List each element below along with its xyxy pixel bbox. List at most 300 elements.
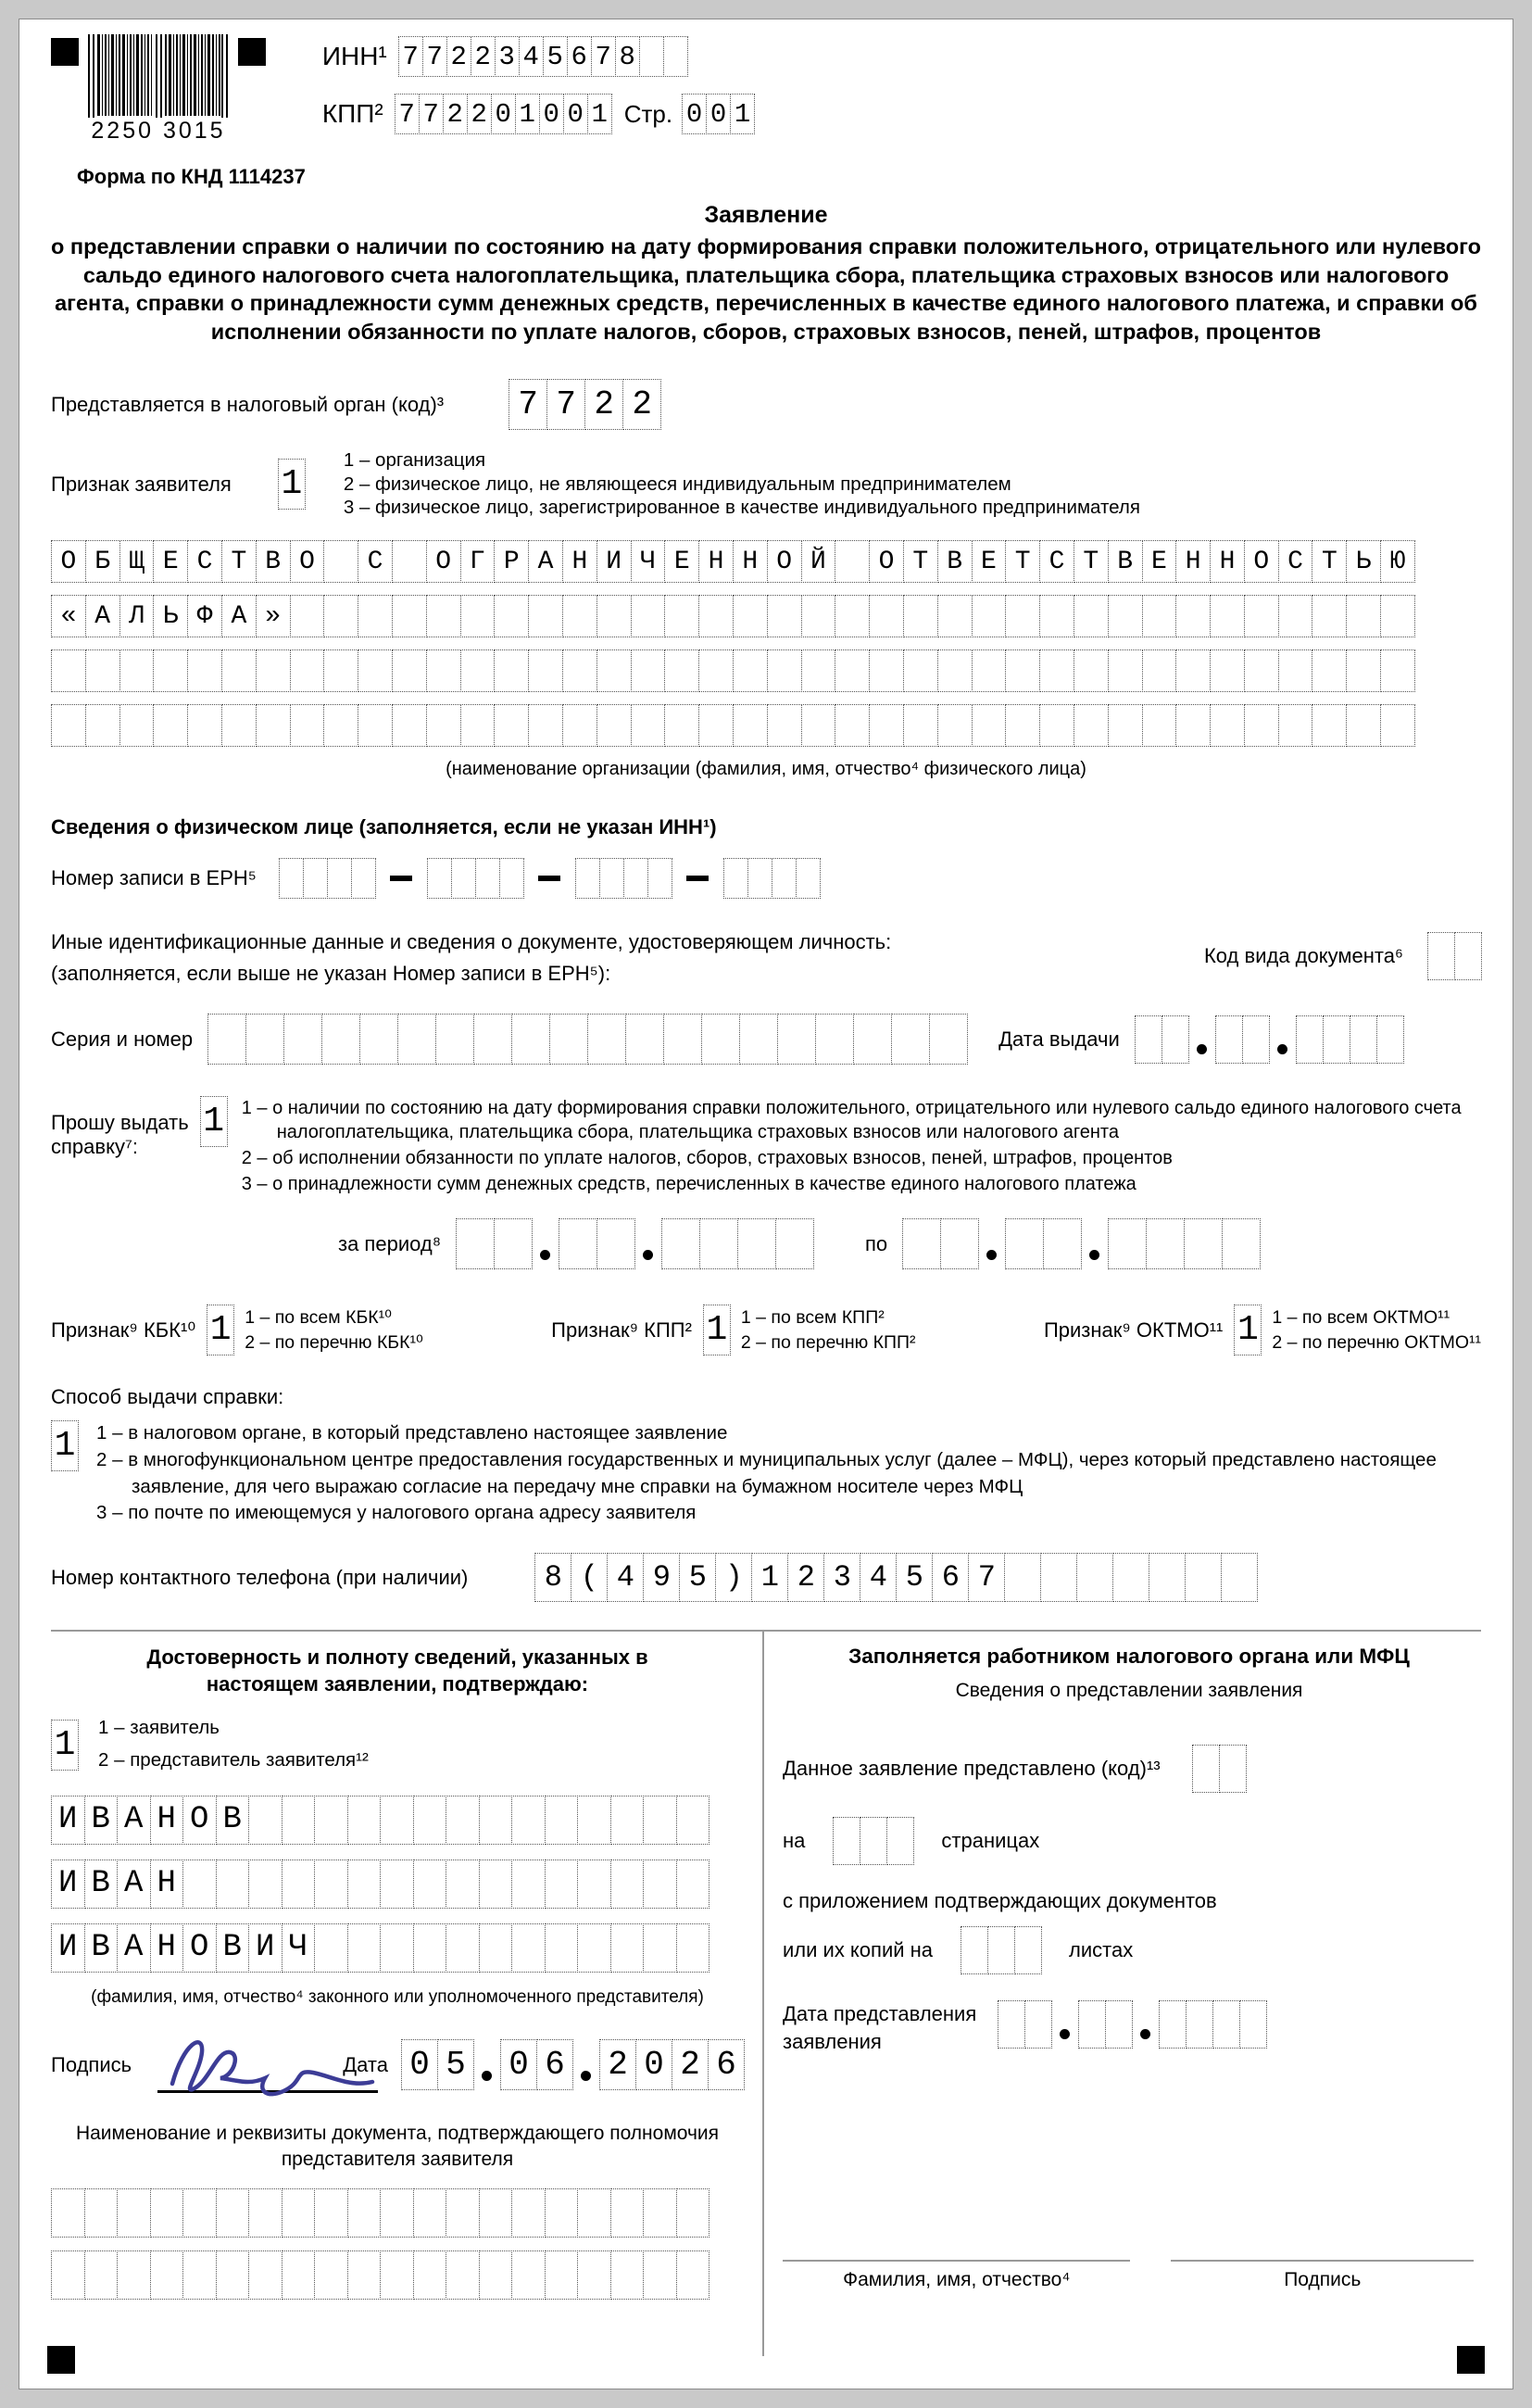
char-cell[interactable]: [545, 1796, 579, 1845]
char-cell[interactable]: [815, 1014, 854, 1065]
char-cell[interactable]: [351, 858, 376, 899]
char-cell[interactable]: И: [51, 1796, 85, 1845]
char-cell[interactable]: Н: [733, 540, 768, 583]
char-cell[interactable]: [150, 2250, 184, 2300]
char-cell[interactable]: [1074, 595, 1109, 637]
char-cell[interactable]: Л: [119, 595, 155, 637]
char-cell[interactable]: 7: [968, 1553, 1005, 1602]
char-cell[interactable]: [84, 2250, 119, 2300]
char-cell[interactable]: [290, 649, 325, 692]
char-cell[interactable]: [413, 1923, 447, 1973]
char-cell[interactable]: [117, 2250, 151, 2300]
char-cell[interactable]: [733, 595, 768, 637]
char-cell[interactable]: [631, 649, 666, 692]
priznak-oktmo-box[interactable]: [1234, 1305, 1261, 1355]
char-cell[interactable]: Т: [1312, 540, 1347, 583]
char-cell[interactable]: 1: [51, 1720, 79, 1771]
char-cell[interactable]: [577, 2250, 611, 2300]
char-cell[interactable]: [347, 2250, 382, 2300]
char-cell[interactable]: [1185, 1553, 1222, 1602]
char-cell[interactable]: [282, 2250, 316, 2300]
char-cell[interactable]: [392, 649, 427, 692]
char-cell[interactable]: [772, 858, 797, 899]
char-cell[interactable]: [182, 1860, 217, 1909]
char-cell[interactable]: [528, 649, 563, 692]
char-cell[interactable]: [511, 2250, 546, 2300]
char-cell[interactable]: [1350, 1015, 1377, 1064]
char-cell[interactable]: [327, 858, 352, 899]
org-name-row-4[interactable]: [51, 704, 1414, 747]
char-cell[interactable]: [51, 2250, 85, 2300]
char-cell[interactable]: [610, 2250, 645, 2300]
char-cell[interactable]: [248, 2188, 283, 2238]
char-cell[interactable]: [84, 2188, 119, 2238]
ern-group-2[interactable]: [427, 858, 523, 899]
char-cell[interactable]: [902, 1218, 941, 1269]
char-cell[interactable]: [282, 1796, 316, 1845]
char-cell[interactable]: 1: [278, 459, 306, 510]
char-cell[interactable]: Н: [150, 1860, 184, 1909]
char-cell[interactable]: [545, 1860, 579, 1909]
char-cell[interactable]: Ь: [1346, 540, 1381, 583]
char-cell[interactable]: 2: [787, 1553, 824, 1602]
char-cell[interactable]: [473, 1014, 512, 1065]
char-cell[interactable]: 7: [422, 36, 447, 77]
char-cell[interactable]: [1244, 704, 1279, 747]
char-cell[interactable]: О: [51, 540, 86, 583]
char-cell[interactable]: [545, 2188, 579, 2238]
org-name-row-1[interactable]: [51, 540, 1414, 583]
char-cell[interactable]: 1: [587, 94, 612, 134]
char-cell[interactable]: [358, 595, 393, 637]
char-cell[interactable]: 6: [536, 2039, 573, 2090]
char-cell[interactable]: [1346, 649, 1381, 692]
char-cell[interactable]: [511, 1796, 546, 1845]
char-cell[interactable]: О: [182, 1796, 217, 1845]
patronymic-field[interactable]: [51, 1923, 709, 1973]
char-cell[interactable]: [1108, 704, 1143, 747]
char-cell[interactable]: [279, 858, 304, 899]
char-cell[interactable]: [347, 1796, 382, 1845]
char-cell[interactable]: [643, 1796, 677, 1845]
char-cell[interactable]: [1219, 1745, 1247, 1793]
char-cell[interactable]: [446, 2188, 480, 2238]
char-cell[interactable]: С: [187, 540, 222, 583]
char-cell[interactable]: А: [85, 595, 120, 637]
char-cell[interactable]: [51, 649, 86, 692]
char-cell[interactable]: [314, 2188, 348, 2238]
pages-field[interactable]: [833, 1817, 913, 1865]
char-cell[interactable]: [435, 1014, 474, 1065]
char-cell[interactable]: Т: [1005, 540, 1040, 583]
char-cell[interactable]: 0: [401, 2039, 438, 2090]
period-to-year[interactable]: [1108, 1218, 1260, 1269]
char-cell[interactable]: [1112, 1553, 1149, 1602]
char-cell[interactable]: [479, 1923, 513, 1973]
char-cell[interactable]: «: [51, 595, 86, 637]
char-cell[interactable]: [1074, 704, 1109, 747]
char-cell[interactable]: [835, 649, 870, 692]
char-cell[interactable]: [347, 1860, 382, 1909]
char-cell[interactable]: [256, 649, 291, 692]
char-cell[interactable]: [511, 1923, 546, 1973]
char-cell[interactable]: [1024, 2000, 1052, 2049]
char-cell[interactable]: Ч: [282, 1923, 316, 1973]
char-cell[interactable]: [1221, 1553, 1258, 1602]
char-cell[interactable]: [777, 1014, 816, 1065]
authority-doc-row-2[interactable]: [51, 2250, 709, 2300]
period-from-month[interactable]: [559, 1218, 634, 1269]
char-cell[interactable]: [1454, 932, 1482, 980]
char-cell[interactable]: [314, 1796, 348, 1845]
signature-field[interactable]: [154, 2026, 319, 2104]
char-cell[interactable]: [972, 649, 1007, 692]
char-cell[interactable]: 2: [443, 94, 468, 134]
char-cell[interactable]: Е: [972, 540, 1007, 583]
char-cell[interactable]: 0: [706, 94, 731, 134]
char-cell[interactable]: [575, 858, 600, 899]
char-cell[interactable]: [937, 649, 973, 692]
char-cell[interactable]: [833, 1817, 860, 1865]
priznak-kpp-box[interactable]: [703, 1305, 730, 1355]
signature-date-field[interactable]: [401, 2039, 744, 2090]
org-name-row-3[interactable]: [51, 649, 1414, 692]
char-cell[interactable]: [1039, 649, 1074, 692]
char-cell[interactable]: [664, 649, 699, 692]
char-cell[interactable]: [380, 1860, 414, 1909]
submission-date-month[interactable]: [1078, 2000, 1132, 2049]
char-cell[interactable]: [1014, 1926, 1042, 1974]
char-cell[interactable]: [321, 1014, 360, 1065]
char-cell[interactable]: [413, 2188, 447, 2238]
char-cell[interactable]: [643, 1923, 677, 1973]
char-cell[interactable]: О: [426, 540, 461, 583]
char-cell[interactable]: Н: [150, 1923, 184, 1973]
char-cell[interactable]: [643, 2250, 677, 2300]
char-cell[interactable]: [1039, 595, 1074, 637]
char-cell[interactable]: [282, 1860, 316, 1909]
char-cell[interactable]: [456, 1218, 495, 1269]
char-cell[interactable]: [460, 704, 496, 747]
phone-field[interactable]: [534, 1553, 1257, 1602]
char-cell[interactable]: [426, 649, 461, 692]
char-cell[interactable]: 5: [437, 2039, 474, 2090]
char-cell[interactable]: [494, 649, 529, 692]
char-cell[interactable]: 1: [730, 94, 755, 134]
char-cell[interactable]: [835, 595, 870, 637]
char-cell[interactable]: О: [1244, 540, 1279, 583]
char-cell[interactable]: [1346, 704, 1381, 747]
char-cell[interactable]: Н: [562, 540, 597, 583]
char-cell[interactable]: [187, 649, 222, 692]
char-cell[interactable]: [701, 1014, 740, 1065]
char-cell[interactable]: Й: [801, 540, 836, 583]
char-cell[interactable]: [562, 595, 597, 637]
char-cell[interactable]: 1: [51, 1420, 79, 1471]
char-cell[interactable]: [698, 704, 734, 747]
char-cell[interactable]: В: [937, 540, 973, 583]
char-cell[interactable]: Ь: [153, 595, 188, 637]
char-cell[interactable]: [1376, 1015, 1404, 1064]
org-name-row-2[interactable]: [51, 595, 1414, 637]
char-cell[interactable]: [446, 1923, 480, 1973]
char-cell[interactable]: 6: [708, 2039, 745, 2090]
char-cell[interactable]: 2: [599, 2039, 636, 2090]
char-cell[interactable]: [1005, 1218, 1044, 1269]
char-cell[interactable]: В: [84, 1796, 119, 1845]
char-cell[interactable]: [380, 1923, 414, 1973]
char-cell[interactable]: [1244, 649, 1279, 692]
char-cell[interactable]: [610, 1923, 645, 1973]
char-cell[interactable]: 1: [751, 1553, 788, 1602]
char-cell[interactable]: [929, 1014, 968, 1065]
char-cell[interactable]: [767, 704, 802, 747]
kpp-field[interactable]: [395, 94, 611, 134]
char-cell[interactable]: В: [256, 540, 291, 583]
char-cell[interactable]: 7: [591, 36, 616, 77]
char-cell[interactable]: [663, 1014, 702, 1065]
char-cell[interactable]: 1: [703, 1305, 731, 1355]
char-cell[interactable]: 1: [1234, 1305, 1262, 1355]
char-cell[interactable]: [397, 1014, 436, 1065]
char-cell[interactable]: [886, 1817, 914, 1865]
char-cell[interactable]: [747, 858, 772, 899]
char-cell[interactable]: [1040, 1553, 1077, 1602]
char-cell[interactable]: [479, 2188, 513, 2238]
char-cell[interactable]: [643, 2188, 677, 2238]
issue-date-month[interactable]: [1215, 1015, 1269, 1064]
char-cell[interactable]: [1278, 704, 1313, 747]
char-cell[interactable]: [1239, 2000, 1267, 2049]
char-cell[interactable]: В: [216, 1923, 250, 1973]
char-cell[interactable]: [511, 1860, 546, 1909]
char-cell[interactable]: 2: [622, 379, 661, 430]
char-cell[interactable]: Н: [698, 540, 734, 583]
char-cell[interactable]: [150, 2188, 184, 2238]
char-cell[interactable]: [676, 1923, 710, 1973]
char-cell[interactable]: [207, 1014, 246, 1065]
char-cell[interactable]: [1076, 1553, 1113, 1602]
char-cell[interactable]: [446, 2250, 480, 2300]
char-cell[interactable]: [475, 858, 500, 899]
char-cell[interactable]: 4: [860, 1553, 897, 1602]
char-cell[interactable]: [119, 649, 155, 692]
char-cell[interactable]: [446, 1796, 480, 1845]
char-cell[interactable]: Ф: [187, 595, 222, 637]
char-cell[interactable]: [596, 1218, 635, 1269]
char-cell[interactable]: [869, 649, 904, 692]
char-cell[interactable]: [1244, 595, 1279, 637]
char-cell[interactable]: [1005, 704, 1040, 747]
signature-date-month[interactable]: [500, 2039, 572, 2090]
char-cell[interactable]: Т: [903, 540, 938, 583]
char-cell[interactable]: [1278, 649, 1313, 692]
char-cell[interactable]: [511, 1014, 550, 1065]
char-cell[interactable]: 2: [446, 36, 471, 77]
char-cell[interactable]: [1146, 1218, 1185, 1269]
char-cell[interactable]: [221, 704, 257, 747]
char-cell[interactable]: [835, 540, 870, 583]
char-cell[interactable]: 0: [500, 2039, 537, 2090]
char-cell[interactable]: 0: [563, 94, 588, 134]
char-cell[interactable]: [1222, 1218, 1261, 1269]
char-cell[interactable]: О: [182, 1923, 217, 1973]
char-cell[interactable]: [664, 595, 699, 637]
char-cell[interactable]: [51, 704, 86, 747]
char-cell[interactable]: 7: [509, 379, 547, 430]
series-field[interactable]: [207, 1014, 967, 1065]
char-cell[interactable]: Щ: [119, 540, 155, 583]
char-cell[interactable]: 7: [419, 94, 444, 134]
char-cell[interactable]: [380, 1796, 414, 1845]
char-cell[interactable]: Н: [150, 1796, 184, 1845]
char-cell[interactable]: 8: [534, 1553, 571, 1602]
char-cell[interactable]: [1278, 595, 1313, 637]
issue-date-field[interactable]: [1135, 1015, 1403, 1064]
char-cell[interactable]: [282, 2188, 316, 2238]
char-cell[interactable]: Н: [1210, 540, 1245, 583]
submission-date-year[interactable]: [1159, 2000, 1266, 2049]
char-cell[interactable]: [562, 704, 597, 747]
char-cell[interactable]: Ч: [631, 540, 666, 583]
char-cell[interactable]: [290, 704, 325, 747]
char-cell[interactable]: [347, 2188, 382, 2238]
ern-group-4[interactable]: [723, 858, 820, 899]
char-cell[interactable]: [1074, 649, 1109, 692]
confirmation-box[interactable]: [51, 1720, 78, 1771]
char-cell[interactable]: [1108, 649, 1143, 692]
char-cell[interactable]: [314, 2250, 348, 2300]
doc-code-field[interactable]: [1427, 932, 1481, 980]
char-cell[interactable]: 3: [823, 1553, 860, 1602]
char-cell[interactable]: И: [596, 540, 632, 583]
char-cell[interactable]: 2: [584, 379, 623, 430]
char-cell[interactable]: [869, 704, 904, 747]
char-cell[interactable]: [647, 858, 672, 899]
char-cell[interactable]: [1212, 2000, 1240, 2049]
issue-date-day[interactable]: [1135, 1015, 1188, 1064]
char-cell[interactable]: [903, 704, 938, 747]
char-cell[interactable]: [676, 1796, 710, 1845]
char-cell[interactable]: Е: [664, 540, 699, 583]
char-cell[interactable]: [1043, 1218, 1082, 1269]
char-cell[interactable]: [860, 1817, 887, 1865]
char-cell[interactable]: [631, 595, 666, 637]
char-cell[interactable]: [1142, 595, 1177, 637]
char-cell[interactable]: [891, 1014, 930, 1065]
char-cell[interactable]: [380, 2250, 414, 2300]
char-cell[interactable]: [323, 595, 358, 637]
char-cell[interactable]: [972, 595, 1007, 637]
char-cell[interactable]: [577, 2188, 611, 2238]
char-cell[interactable]: [643, 1860, 677, 1909]
char-cell[interactable]: [1142, 649, 1177, 692]
char-cell[interactable]: [392, 540, 427, 583]
char-cell[interactable]: [85, 704, 120, 747]
char-cell[interactable]: [427, 858, 452, 899]
char-cell[interactable]: [1005, 649, 1040, 692]
char-cell[interactable]: [1296, 1015, 1324, 1064]
char-cell[interactable]: Г: [460, 540, 496, 583]
char-cell[interactable]: Р: [494, 540, 529, 583]
ern-group-3[interactable]: [575, 858, 672, 899]
char-cell[interactable]: [426, 595, 461, 637]
char-cell[interactable]: [314, 1860, 348, 1909]
delivery-method-box[interactable]: [51, 1420, 78, 1527]
char-cell[interactable]: 7: [546, 379, 585, 430]
char-cell[interactable]: [446, 1860, 480, 1909]
char-cell[interactable]: [1175, 595, 1211, 637]
char-cell[interactable]: 2: [672, 2039, 709, 2090]
char-cell[interactable]: [545, 1923, 579, 1973]
period-to-field[interactable]: [902, 1218, 1260, 1269]
char-cell[interactable]: [323, 649, 358, 692]
surname-field[interactable]: [51, 1796, 709, 1845]
char-cell[interactable]: Б: [85, 540, 120, 583]
char-cell[interactable]: [1312, 704, 1347, 747]
char-cell[interactable]: [733, 649, 768, 692]
char-cell[interactable]: [1175, 649, 1211, 692]
char-cell[interactable]: [182, 2188, 217, 2238]
char-cell[interactable]: [1242, 1015, 1270, 1064]
char-cell[interactable]: [1323, 1015, 1350, 1064]
char-cell[interactable]: [676, 2188, 710, 2238]
char-cell[interactable]: [998, 2000, 1025, 2049]
char-cell[interactable]: (: [571, 1553, 608, 1602]
char-cell[interactable]: [587, 1014, 626, 1065]
char-cell[interactable]: [937, 595, 973, 637]
char-cell[interactable]: [940, 1218, 979, 1269]
char-cell[interactable]: [775, 1218, 814, 1269]
char-cell[interactable]: [221, 649, 257, 692]
char-cell[interactable]: [216, 2188, 250, 2238]
char-cell[interactable]: 1: [200, 1096, 228, 1147]
char-cell[interactable]: В: [1108, 540, 1143, 583]
char-cell[interactable]: [303, 858, 328, 899]
period-to-day[interactable]: [902, 1218, 978, 1269]
char-cell[interactable]: »: [256, 595, 291, 637]
char-cell[interactable]: [610, 2188, 645, 2238]
char-cell[interactable]: [767, 649, 802, 692]
char-cell[interactable]: 7: [398, 36, 423, 77]
char-cell[interactable]: [853, 1014, 892, 1065]
char-cell[interactable]: [479, 2250, 513, 2300]
char-cell[interactable]: [392, 704, 427, 747]
char-cell[interactable]: [699, 1218, 738, 1269]
char-cell[interactable]: [835, 704, 870, 747]
submission-date-field[interactable]: [998, 2000, 1266, 2049]
char-cell[interactable]: [451, 858, 476, 899]
char-cell[interactable]: 0: [682, 94, 707, 134]
char-cell[interactable]: [51, 2188, 85, 2238]
char-cell[interactable]: 3: [495, 36, 520, 77]
char-cell[interactable]: [119, 704, 155, 747]
char-cell[interactable]: [664, 704, 699, 747]
char-cell[interactable]: [248, 1860, 283, 1909]
char-cell[interactable]: [1427, 932, 1455, 980]
char-cell[interactable]: А: [117, 1796, 151, 1845]
char-cell[interactable]: 9: [643, 1553, 680, 1602]
char-cell[interactable]: 0: [491, 94, 516, 134]
char-cell[interactable]: В: [216, 1796, 250, 1845]
char-cell[interactable]: И: [51, 1923, 85, 1973]
char-cell[interactable]: [596, 595, 632, 637]
char-cell[interactable]: 4: [519, 36, 544, 77]
char-cell[interactable]: [1210, 704, 1245, 747]
char-cell[interactable]: [1162, 1015, 1189, 1064]
char-cell[interactable]: [549, 1014, 588, 1065]
char-cell[interactable]: [562, 649, 597, 692]
